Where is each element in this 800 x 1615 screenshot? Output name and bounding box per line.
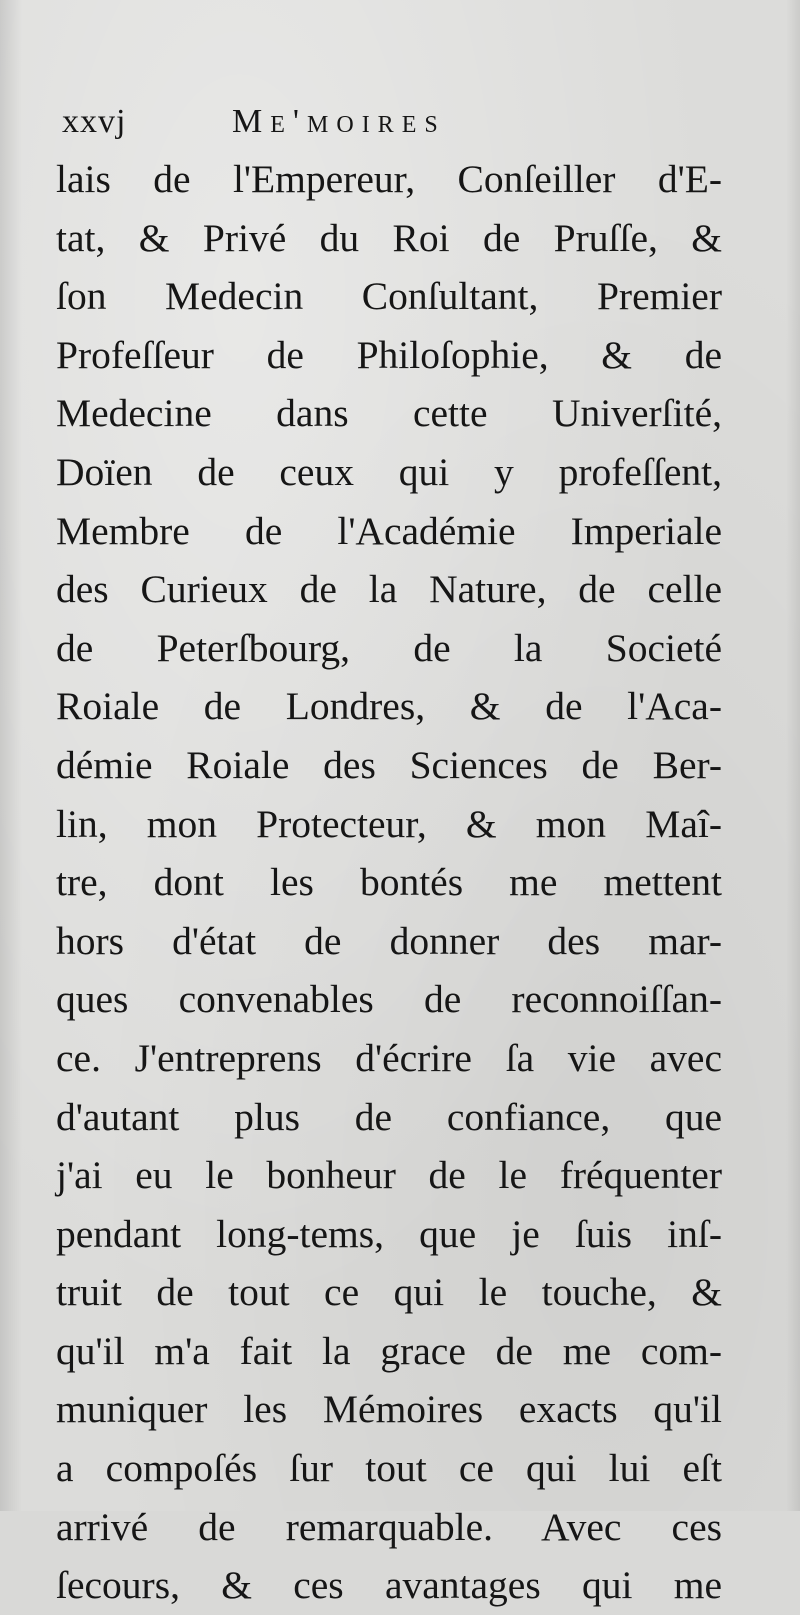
text-line: a compoſés ſur tout ce qui lui eſt: [56, 1446, 722, 1491]
text-line: ques convenables de reconnoiſſan-: [56, 977, 722, 1022]
text-line: qu'il m'a fait la grace de me com-: [56, 1328, 722, 1373]
text-line: lin, mon Protecteur, & mon Maî-: [56, 801, 722, 846]
running-head: Me'moires: [232, 103, 446, 140]
page-header: [62, 98, 562, 146]
text-line: des Curieux de la Nature, de celle: [56, 567, 722, 612]
text-line: truit de tout ce qui le touche, &: [56, 1270, 722, 1315]
text-line: Profeſſeur de Philoſophie, & de: [56, 332, 722, 377]
text-line: tre, dont les bontés me mettent: [56, 860, 722, 905]
body-text: [56, 150, 722, 1615]
text-line: Doïen de ceux qui y profeſſent,: [56, 449, 722, 494]
text-line: Medecine dans cette Univerſité,: [56, 391, 722, 436]
text-line: d'autant plus de confiance, que: [56, 1094, 722, 1139]
text-line: j'ai eu le bonheur de le fréquenter: [56, 1153, 722, 1198]
text-line: ſecours, & ces avantages qui me: [56, 1563, 722, 1608]
text-line: tat, & Privé du Roi de Pruſſe, &: [56, 215, 722, 260]
text-line: muniquer les Mémoires exacts qu'il: [56, 1387, 722, 1432]
text-line: pendant long-tems, que je ſuis inſ-: [56, 1211, 722, 1256]
text-line: ce. J'entreprens d'écrire ſa vie avec: [56, 1035, 722, 1080]
text-line: lais de l'Empereur, Conſeiller d'E-: [56, 157, 722, 201]
text-line: démie Roiale des Sciences de Ber-: [56, 742, 722, 787]
text-line: Membre de l'Académie Imperiale: [56, 508, 722, 553]
text-line: hors d'état de donner des mar-: [56, 918, 722, 963]
text-line: Roiale de Londres, & de l'Aca-: [56, 684, 722, 729]
text-line: de Peterſbourg, de la Societé: [56, 625, 722, 670]
text-line: arrivé de remarquable. Avec ces: [56, 1504, 722, 1549]
text-line: ſon Medecin Conſultant, Premier: [56, 274, 722, 319]
page-number: xxvj: [62, 103, 127, 140]
